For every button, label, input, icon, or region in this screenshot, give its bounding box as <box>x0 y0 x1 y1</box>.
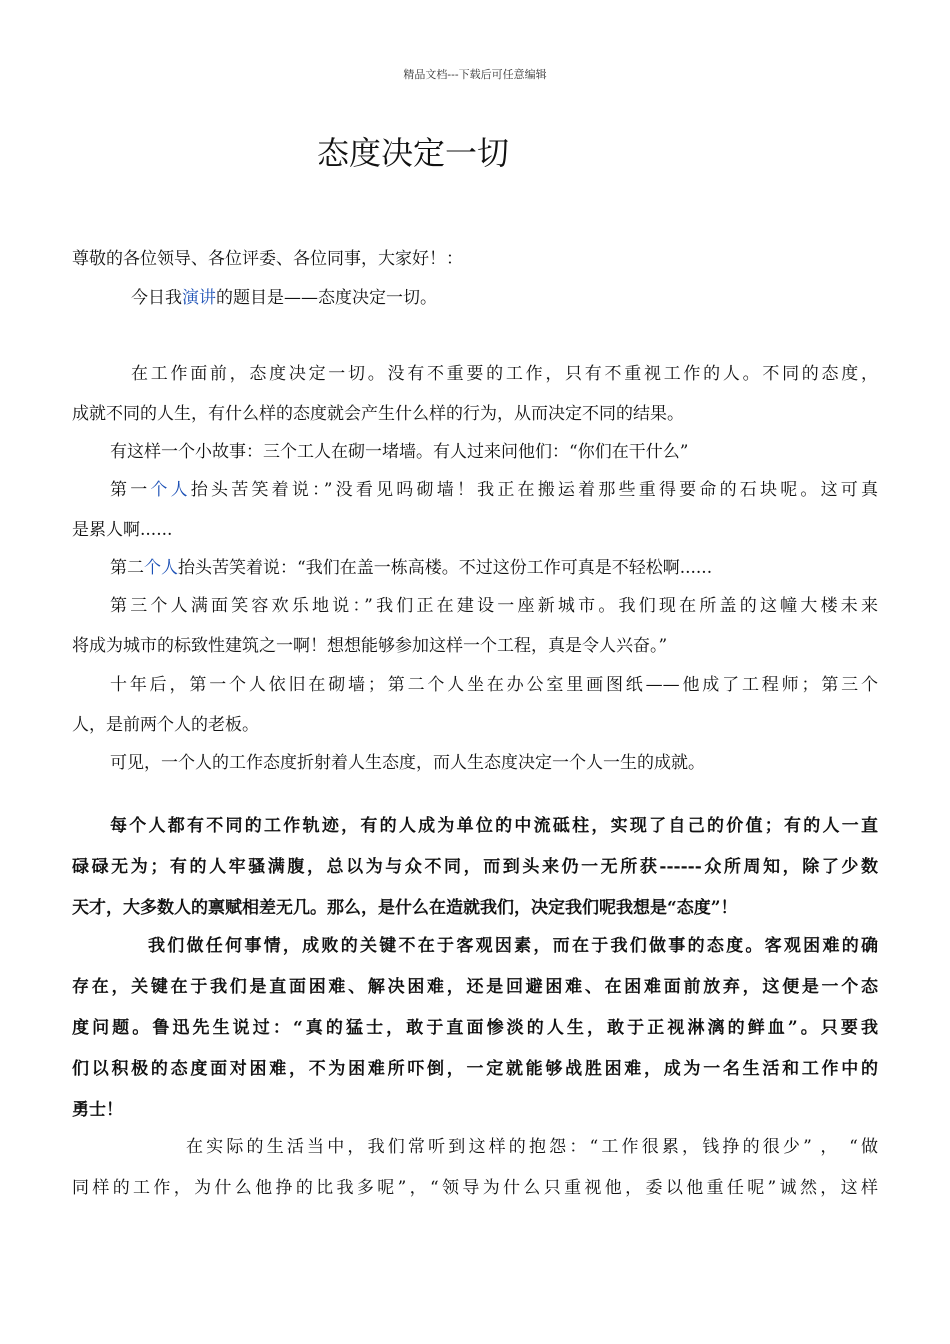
bold-paragraph-1-line-1: 每个人都有不同的工作轨迹，有的人成为单位的中流砥柱，实现了自己的价值；有的人一直 <box>110 816 878 836</box>
greeting-line: 尊敬的各位领导、各位评委、各位同事，大家好！： <box>72 249 463 269</box>
last-paragraph-line-1: 在实际的生活当中，我们常听到这样的抱怨：“工作很累，钱挣的很少” ， “做 <box>186 1137 878 1157</box>
bold-paragraph-2-line-4: 们以积极的态度面对困难，不为困难所吓倒，一定就能够战胜困难，成为一名生活和工作中的 <box>72 1059 878 1079</box>
last-paragraph-line-2: 同样的工作，为什么他挣的比我多呢”，“领导为什么只重视他，委以他重任呢”诚然，这样 <box>72 1178 878 1198</box>
bold-paragraph-1-line-2: 碌碌无为；有的人牢骚满腹，总以为与众不同，而到头来仍一无所获------众所周知，除了少数 <box>72 857 878 877</box>
third-person-line-1: 第三个人满面笑容欢乐地说：”我们正在建设一座新城市。我们现在所盖的这幢大楼未来 <box>110 596 878 616</box>
speech-link[interactable]: 演讲 <box>182 288 216 308</box>
header-note: 精品文档---下载后可任意编辑 <box>403 68 547 81</box>
first-person-before: 第一 <box>110 480 151 500</box>
paragraph-1-line-2: 成就不同的人生，有什么样的态度就会产生什么样的行为，从而决定不同的结果。 <box>72 404 684 424</box>
document-title: 态度决定一切 <box>316 134 509 172</box>
bold-paragraph-2-line-5: 勇士！ <box>72 1100 123 1120</box>
paragraph-1-line-1: 在工作面前，态度决定一切。没有不重要的工作，只有不重视工作的人。不同的态度， <box>131 364 878 384</box>
person-link-1[interactable]: 个人 <box>150 480 191 500</box>
third-person-line-2: 将成为城市的标致性建筑之一啊！想想能够参加这样一个工程，真是令人兴奋。” <box>72 636 668 656</box>
topic-line <box>131 286 878 310</box>
first-person-after: 抬头苦笑着说：”没看见吗砌墙！我正在搬运着那些重得要命的石块呢。这可真 <box>190 480 878 500</box>
bold-paragraph-2-line-3: 度问题。鲁迅先生说过：“真的猛士，敢于直面惨淡的人生，敢于正视淋漓的鲜血”。只要我 <box>72 1018 878 1038</box>
second-person-line <box>110 556 878 580</box>
ten-years-line-2: 人，是前两个人的老板。 <box>72 715 259 735</box>
second-person-after: 抬头苦笑着说：“我们在盖一栋高楼。不过这份工作可真是不轻松啊...... <box>178 558 713 578</box>
first-person-line-1 <box>110 478 878 502</box>
story-intro-line: 有这样一个小故事：三个工人在砌一堵墙。有人过来问他们：“你们在干什么” <box>110 442 689 462</box>
ten-years-line-1: 十年后，第一个人依旧在砌墙；第二个人坐在办公室里画图纸——他成了工程师；第三个 <box>110 675 878 695</box>
topic-before: 今日我 <box>131 288 182 308</box>
bold-paragraph-2-line-2: 存在，关键在于我们是直面困难、解决困难，还是回避困难、在困难面前放弃，这便是一个态 <box>72 977 878 997</box>
bold-paragraph-2-line-1: 我们做任何事情，成败的关键不在于客观因素，而在于我们做事的态度。客观困难的确 <box>148 936 878 956</box>
bold-paragraph-1-line-3: 天才，大多数人的禀赋相差无几。那么，是什么在造就我们，决定我们呢我想是“态度”！ <box>72 898 738 918</box>
conclusion-line: 可见，一个人的工作态度折射着人生态度，而人生态度决定一个人一生的成就。 <box>110 753 705 773</box>
second-person-before: 第二 <box>110 558 144 578</box>
first-person-line-2: 是累人啊...... <box>72 520 173 540</box>
topic-after: 的题目是——态度决定一切。 <box>216 288 437 308</box>
person-link-2[interactable]: 个人 <box>144 558 178 578</box>
